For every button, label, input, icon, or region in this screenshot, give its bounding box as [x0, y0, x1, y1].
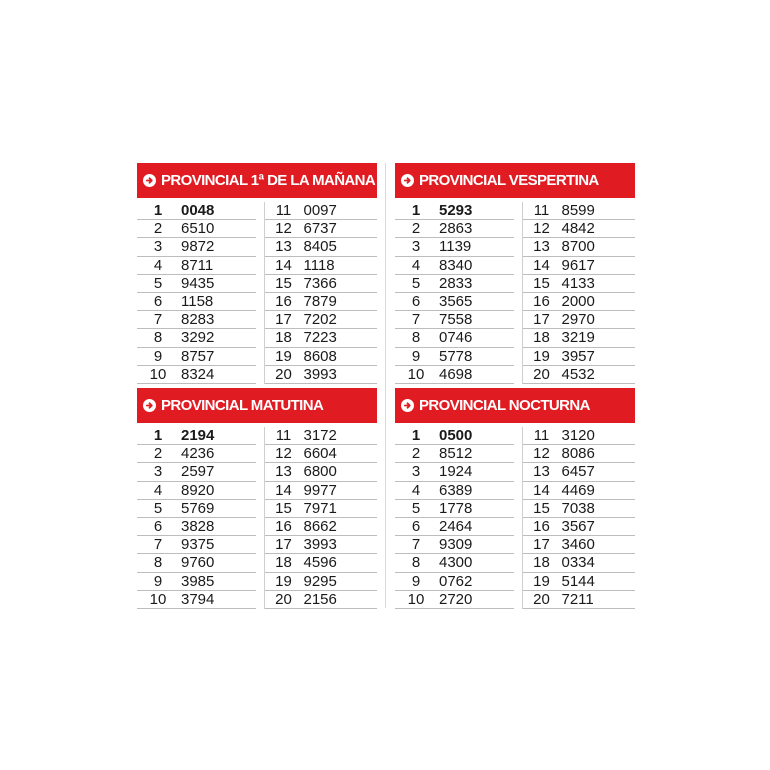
result-row: [137, 445, 256, 463]
result-row: [523, 202, 635, 220]
position-number: 14: [275, 481, 292, 499]
drawn-number: 3219: [561, 329, 595, 347]
panel-header: [137, 388, 377, 423]
result-row: [395, 500, 514, 518]
drawn-number: 9872: [181, 238, 215, 256]
result-row: [395, 463, 514, 481]
position-number: 13: [533, 238, 550, 256]
drawn-number: 8608: [303, 347, 337, 365]
position-number: 3: [411, 463, 421, 481]
drawn-number: 6389: [439, 481, 473, 499]
position-number: 2: [153, 220, 163, 238]
position-number: 14: [275, 256, 292, 274]
result-row: [265, 463, 377, 481]
results-column-left: [395, 202, 514, 384]
position-number: 9: [153, 572, 163, 590]
position-number: 15: [275, 274, 292, 292]
results-table: [137, 427, 377, 609]
position-number: 9: [153, 347, 163, 365]
result-row: [265, 311, 377, 329]
position-number: 20: [275, 365, 292, 383]
arrow-circle-icon: [401, 399, 414, 412]
position-number: 4: [411, 481, 421, 499]
drawn-number: 7223: [303, 329, 337, 347]
results-column-right: [264, 427, 377, 609]
drawn-number: 1778: [439, 499, 473, 517]
position-number: 20: [533, 365, 550, 383]
position-number: 16: [275, 293, 292, 311]
position-number: 15: [533, 274, 550, 292]
position-number: 4: [153, 481, 163, 499]
drawn-number: 5769: [181, 499, 215, 517]
drawn-number: 4842: [561, 220, 595, 238]
drawn-number: 7971: [303, 499, 337, 517]
position-number: 4: [153, 256, 163, 274]
position-number: 4: [411, 256, 421, 274]
position-number: 8: [153, 554, 163, 572]
position-number: 13: [533, 463, 550, 481]
result-row: [137, 257, 256, 275]
result-row: [395, 445, 514, 463]
drawn-number: 9977: [303, 481, 337, 499]
position-number: 5: [153, 274, 163, 292]
position-number: 9: [411, 572, 421, 590]
position-number: 12: [533, 445, 550, 463]
position-number: 1: [411, 202, 421, 220]
position-number: 18: [533, 329, 550, 347]
drawn-number: 0334: [561, 554, 595, 572]
position-number: 8: [153, 329, 163, 347]
winning-number-row: [395, 427, 514, 445]
drawn-number: 2833: [439, 274, 473, 292]
position-number: 11: [275, 427, 292, 445]
result-row: [395, 554, 514, 572]
result-row: [523, 329, 635, 347]
result-row: [523, 536, 635, 554]
position-number: 2: [411, 220, 421, 238]
drawn-number: 4133: [561, 274, 595, 292]
result-row: [137, 293, 256, 311]
drawn-number: 6604: [303, 445, 337, 463]
position-number: 19: [275, 347, 292, 365]
drawn-number: 8340: [439, 256, 473, 274]
drawn-number: 3993: [303, 365, 337, 383]
result-row: [137, 463, 256, 481]
winning-number-row: [137, 202, 256, 220]
position-number: 15: [533, 499, 550, 517]
drawn-number: 4469: [561, 481, 595, 499]
drawn-number: 8512: [439, 445, 473, 463]
drawn-number: 0097: [303, 202, 337, 220]
result-row: [265, 518, 377, 536]
drawn-number: 4698: [439, 365, 473, 383]
drawn-number: 3957: [561, 347, 595, 365]
result-row: [523, 463, 635, 481]
position-number: 19: [533, 572, 550, 590]
position-number: 6: [411, 518, 421, 536]
result-row: [395, 536, 514, 554]
position-number: 12: [275, 220, 292, 238]
position-number: 6: [153, 293, 163, 311]
drawn-number: 2464: [439, 518, 473, 536]
drawn-number: 6510: [181, 220, 215, 238]
drawn-number: 8920: [181, 481, 215, 499]
results-column-right: [264, 202, 377, 384]
result-row: [523, 293, 635, 311]
position-number: 17: [533, 311, 550, 329]
results-column-left: [137, 202, 256, 384]
result-row: [395, 220, 514, 238]
drawn-number: 0048: [181, 202, 215, 220]
position-number: 10: [407, 590, 425, 608]
drawn-number: 0762: [439, 572, 473, 590]
position-number: 17: [275, 536, 292, 554]
drawn-number: 7038: [561, 499, 595, 517]
result-row: [395, 573, 514, 591]
position-number: 20: [275, 590, 292, 608]
drawn-number: 8086: [561, 445, 595, 463]
drawn-number: 7558: [439, 311, 473, 329]
result-row: [137, 348, 256, 366]
result-row: [265, 427, 377, 445]
result-row: [395, 257, 514, 275]
panel-title: PROVINCIAL MATUTINA: [161, 397, 324, 414]
results-table: [137, 202, 377, 384]
drawn-number: 7366: [303, 274, 337, 292]
drawn-number: 0746: [439, 329, 473, 347]
position-number: 8: [411, 329, 421, 347]
result-row: [265, 257, 377, 275]
position-number: 6: [411, 293, 421, 311]
winning-number-row: [395, 202, 514, 220]
winning-number-row: [137, 427, 256, 445]
result-row: [523, 482, 635, 500]
position-number: 13: [275, 463, 292, 481]
position-number: 15: [275, 499, 292, 517]
result-row: [395, 591, 514, 609]
drawn-number: 2000: [561, 293, 595, 311]
result-row: [137, 238, 256, 256]
drawn-number: 9295: [303, 572, 337, 590]
position-number: 3: [153, 463, 163, 481]
result-row: [265, 536, 377, 554]
position-number: 19: [533, 347, 550, 365]
result-row: [137, 536, 256, 554]
position-number: 10: [149, 590, 167, 608]
drawn-number: 1158: [181, 293, 214, 311]
result-row: [137, 500, 256, 518]
drawn-number: 9375: [181, 536, 215, 554]
position-number: 5: [411, 499, 421, 517]
drawn-number: 1924: [439, 463, 473, 481]
arrow-circle-icon: [143, 174, 156, 187]
drawn-number: 6457: [561, 463, 595, 481]
position-number: 11: [533, 427, 550, 445]
drawn-number: 8599: [561, 202, 595, 220]
position-number: 1: [153, 202, 163, 220]
drawn-number: 3993: [303, 536, 337, 554]
position-number: 8: [411, 554, 421, 572]
position-number: 12: [275, 445, 292, 463]
position-number: 2: [411, 445, 421, 463]
result-row: [523, 500, 635, 518]
drawn-number: 2863: [439, 220, 473, 238]
panel-header: [395, 163, 635, 198]
result-row: [137, 311, 256, 329]
panel-provincial-vespertina: [395, 163, 635, 384]
result-row: [265, 238, 377, 256]
result-row: [523, 445, 635, 463]
position-number: 16: [533, 293, 550, 311]
result-row: [137, 554, 256, 572]
panel-title: PROVINCIAL VESPERTINA: [419, 172, 599, 189]
position-number: 6: [153, 518, 163, 536]
result-row: [523, 573, 635, 591]
result-row: [137, 329, 256, 347]
results-column-right: [522, 427, 635, 609]
result-row: [137, 366, 256, 384]
drawn-number: 7879: [303, 293, 337, 311]
result-row: [265, 275, 377, 293]
result-row: [265, 445, 377, 463]
results-column-right: [522, 202, 635, 384]
drawn-number: 7211: [561, 590, 594, 608]
result-row: [523, 518, 635, 536]
result-row: [265, 366, 377, 384]
position-number: 14: [533, 256, 550, 274]
result-row: [395, 238, 514, 256]
result-row: [523, 311, 635, 329]
drawn-number: 6800: [303, 463, 337, 481]
position-number: 11: [275, 202, 292, 220]
position-number: 7: [153, 311, 163, 329]
result-row: [265, 202, 377, 220]
result-row: [265, 573, 377, 591]
position-number: 3: [411, 238, 421, 256]
result-row: [265, 482, 377, 500]
panel-header: [395, 388, 635, 423]
position-number: 10: [407, 365, 425, 383]
panel-divider: [385, 163, 386, 608]
results-column-left: [137, 427, 256, 609]
result-row: [523, 366, 635, 384]
result-row: [137, 518, 256, 536]
results-table: [395, 427, 635, 609]
position-number: 7: [411, 536, 421, 554]
drawn-number: 3567: [561, 518, 595, 536]
drawn-number: 9309: [439, 536, 473, 554]
result-row: [523, 427, 635, 445]
panel-title: PROVINCIAL NOCTURNA: [419, 397, 590, 414]
position-number: 18: [533, 554, 550, 572]
drawn-number: 2720: [439, 590, 473, 608]
drawn-number: 8662: [303, 518, 337, 536]
position-number: 10: [149, 365, 167, 383]
result-row: [137, 220, 256, 238]
drawn-number: 3985: [181, 572, 215, 590]
drawn-number: 1118: [303, 256, 335, 274]
result-row: [523, 220, 635, 238]
result-row: [395, 311, 514, 329]
position-number: 5: [411, 274, 421, 292]
position-number: 12: [533, 220, 550, 238]
position-number: 17: [275, 311, 292, 329]
drawn-number: 5293: [439, 202, 473, 220]
arrow-circle-icon: [143, 399, 156, 412]
drawn-number: 1139: [439, 238, 472, 256]
drawn-number: 8711: [181, 256, 214, 274]
position-number: 16: [533, 518, 550, 536]
drawn-number: 2970: [561, 311, 595, 329]
result-row: [265, 293, 377, 311]
drawn-number: 2194: [181, 427, 215, 445]
drawn-number: 3172: [303, 427, 337, 445]
position-number: 13: [275, 238, 292, 256]
drawn-number: 9760: [181, 554, 215, 572]
drawn-number: 9617: [561, 256, 595, 274]
position-number: 1: [411, 427, 421, 445]
result-row: [395, 366, 514, 384]
result-row: [395, 293, 514, 311]
results-table: [395, 202, 635, 384]
drawn-number: 3120: [561, 427, 595, 445]
arrow-circle-icon: [401, 174, 414, 187]
position-number: 2: [153, 445, 163, 463]
position-number: 18: [275, 329, 292, 347]
result-row: [523, 257, 635, 275]
drawn-number: 3460: [561, 536, 595, 554]
result-row: [265, 348, 377, 366]
result-row: [395, 275, 514, 293]
drawn-number: 2597: [181, 463, 215, 481]
result-row: [395, 518, 514, 536]
result-row: [265, 329, 377, 347]
result-row: [265, 554, 377, 572]
results-column-left: [395, 427, 514, 609]
panel-provincial-primera-manana: [137, 163, 377, 384]
drawn-number: 5778: [439, 347, 473, 365]
drawn-number: 0500: [439, 427, 473, 445]
position-number: 20: [533, 590, 550, 608]
drawn-number: 8405: [303, 238, 337, 256]
result-row: [265, 591, 377, 609]
result-row: [137, 275, 256, 293]
panel-provincial-nocturna: [395, 388, 635, 609]
drawn-number: 3794: [181, 590, 215, 608]
drawn-number: 3565: [439, 293, 473, 311]
drawn-number: 8324: [181, 365, 215, 383]
panel-provincial-matutina: [137, 388, 377, 609]
position-number: 11: [533, 202, 550, 220]
result-row: [137, 591, 256, 609]
position-number: 3: [153, 238, 163, 256]
drawn-number: 9435: [181, 274, 215, 292]
result-row: [265, 220, 377, 238]
position-number: 19: [275, 572, 292, 590]
drawn-number: 2156: [303, 590, 337, 608]
drawn-number: 4596: [303, 554, 337, 572]
result-row: [137, 482, 256, 500]
drawn-number: 3828: [181, 518, 215, 536]
position-number: 18: [275, 554, 292, 572]
result-row: [523, 275, 635, 293]
drawn-number: 4236: [181, 445, 215, 463]
position-number: 1: [153, 427, 163, 445]
panel-title: PROVINCIAL 1ª DE LA MAÑANA: [161, 172, 376, 189]
position-number: 7: [411, 311, 421, 329]
position-number: 9: [411, 347, 421, 365]
drawn-number: 3292: [181, 329, 215, 347]
drawn-number: 6737: [303, 220, 337, 238]
position-number: 7: [153, 536, 163, 554]
result-row: [523, 348, 635, 366]
result-row: [523, 591, 635, 609]
result-row: [265, 500, 377, 518]
drawn-number: 4300: [439, 554, 473, 572]
position-number: 5: [153, 499, 163, 517]
position-number: 16: [275, 518, 292, 536]
result-row: [523, 238, 635, 256]
position-number: 14: [533, 481, 550, 499]
drawn-number: 8700: [561, 238, 595, 256]
position-number: 17: [533, 536, 550, 554]
result-row: [395, 482, 514, 500]
drawn-number: 5144: [561, 572, 595, 590]
drawn-number: 7202: [303, 311, 337, 329]
drawn-number: 4532: [561, 365, 595, 383]
result-row: [395, 348, 514, 366]
drawn-number: 8757: [181, 347, 215, 365]
result-row: [137, 573, 256, 591]
panel-header: [137, 163, 377, 198]
drawn-number: 8283: [181, 311, 215, 329]
result-row: [395, 329, 514, 347]
result-row: [523, 554, 635, 572]
